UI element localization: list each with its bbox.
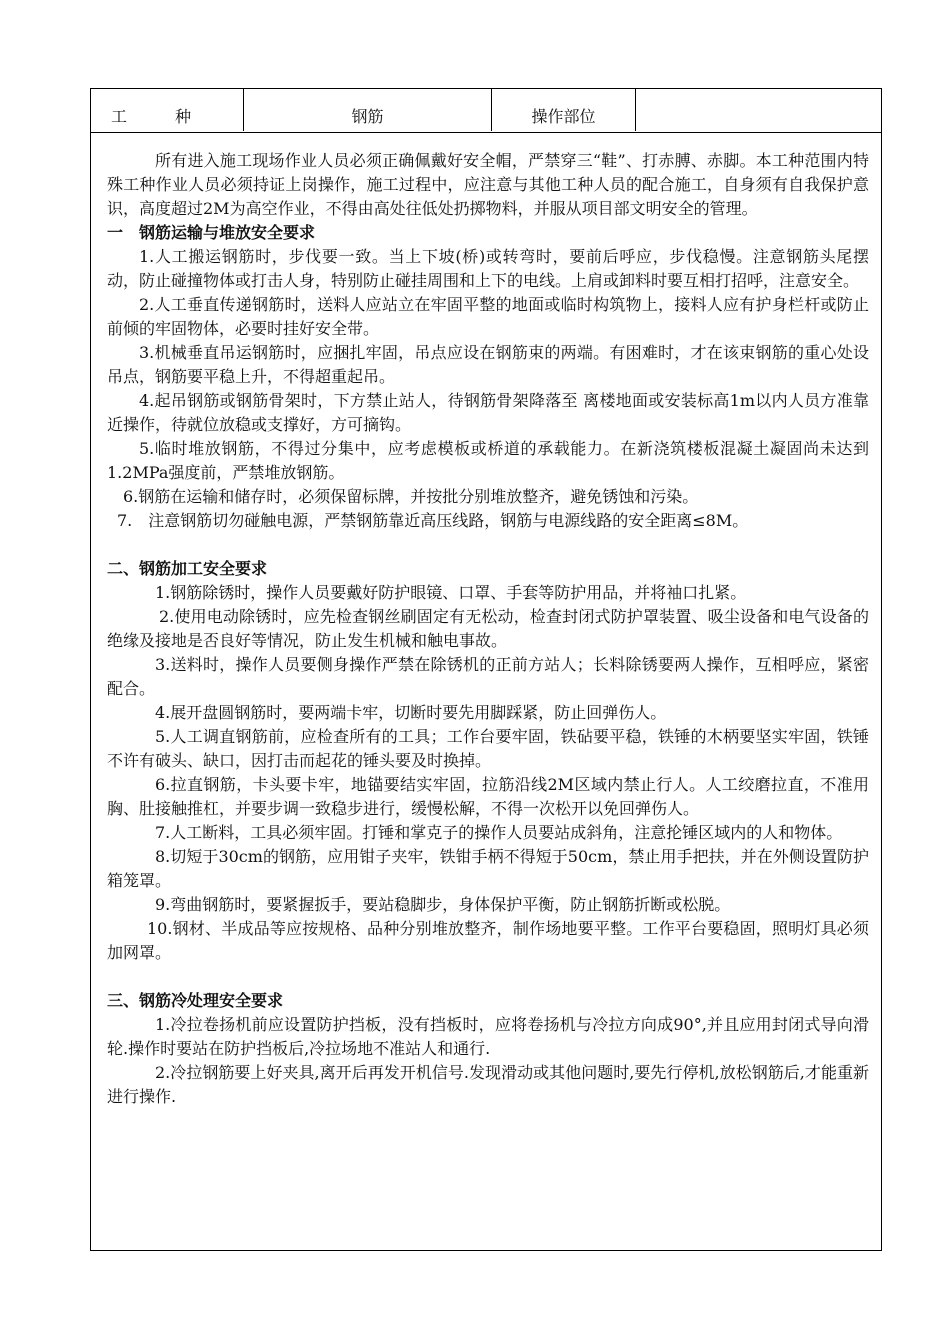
list-item: 1.人工搬运钢筋时，步伐要一致。当上下坡(桥)或转弯时，要前后呼应，步伐稳慢。注意钢筋头尾摆动，防止碰撞物体或打击人身，特别防止碰挂周围和上下的电线。上肩或卸料时要互相打招呼，注意安全。 (107, 247, 869, 290)
trade-label: 工 种 (91, 89, 244, 131)
section-title: 二、钢筋加工安全要求 (107, 559, 268, 578)
spacer (107, 533, 869, 557)
list-item: 3.机械垂直吊运钢筋时，应捆扎牢固，吊点应设在钢筋束的两端。有困难时，才在该束钢筋的重心处设吊点，钢筋要平稳上升，不得超重起吊。 (107, 343, 869, 386)
section-cold-processing (107, 989, 869, 1109)
spacer (107, 965, 869, 989)
section-processing (107, 557, 869, 965)
list-item: 3.送料时，操作人员要侧身操作严禁在除锈机的正前方站人；长料除锈要两人操作，互相呼应，紧密配合。 (107, 655, 869, 698)
list-item: 4.展开盘圆钢筋时，要两端卡牢，切断时要先用脚踩紧，防止回弹伤人。 (155, 703, 667, 722)
position-value[interactable] (636, 89, 881, 131)
list-item: 7. 注意钢筋切勿碰触电源，严禁钢筋靠近高压线路，钢筋与电源线路的安全距离≤8M。 (117, 511, 749, 530)
list-item: 9.弯曲钢筋时，要紧握扳手，要站稳脚步，身体保护平衡，防止钢筋折断或松脱。 (155, 895, 731, 914)
list-item: 2.冷拉钢筋要上好夹具,离开后再发开机信号.发现滑动或其他问题时,要先行停机,放松钢筋后,才能重新进行操作. (107, 1063, 869, 1106)
list-item: 6.拉直钢筋，卡头要卡牢，地锚要结实牢固，拉筋沿线2M区域内禁止行人。人工绞磨拉直，不准用胸、肚接触推杠，并要步调一致稳步进行，缓慢松解，不得一次松开以免回弹伤人。 (107, 775, 869, 818)
list-item: 6.钢筋在运输和储存时，必须保留标牌，并按批分别堆放整齐，避免锈蚀和污染。 (123, 487, 699, 506)
list-item: 1.冷拉卷扬机前应设置防护挡板，没有挡板时，应将卷扬机与冷拉方向成90°,并且应用封闭式导向滑轮.操作时要站在防护挡板后,冷拉场地不准站人和通行. (107, 1015, 869, 1058)
section-transport (107, 221, 869, 533)
list-item: 10.钢材、半成品等应按规格、品种分别堆放整齐，制作场地要平整。工作平台要稳固，照明灯具必须加网罩。 (107, 919, 869, 962)
list-item: 2.使用电动除锈时，应先检查钢丝刷固定有无松动，检查封闭式防护罩装置、吸尘设备和电气设备的绝缘及接地是否良好等情况，防止发生机械和触电事故。 (107, 607, 869, 650)
trade-value: 钢筋 (244, 89, 492, 131)
section-title: 三、钢筋冷处理安全要求 (107, 991, 284, 1010)
list-item: 7.人工断料，工具必须牢固。打锤和掌克子的操作人员要站成斜角，注意抡锤区域内的人和物体。 (155, 823, 843, 842)
list-item: 5.人工调直钢筋前，应检查所有的工具；工作台要牢固，铁砧要平稳，铁锤的木柄要坚实牢固，铁锤不许有破头、缺口，因打击而起花的锤头要及时换掉。 (107, 727, 869, 770)
position-label: 操作部位 (492, 89, 636, 131)
intro-paragraph: 所有进入施工现场作业人员必须正确佩戴好安全帽，严禁穿三“鞋”、打赤膊、赤脚。本工种范围内特殊工种作业人员必须持证上岗操作，施工过程中，应注意与其他工种人员的配合施工，自身须有自我保护意识，高度超过2M为高空作业，不得由高处往低处扔掷物料，并服从项目部文明安全的管理。 (107, 151, 869, 218)
briefing-content (107, 149, 869, 1109)
list-item: 4.起吊钢筋或钢筋骨架时，下方禁止站人，待钢筋骨架降落至 离楼地面或安装标高1m以内人员方准靠近操作，待就位放稳或支撑好，方可摘钩。 (107, 391, 869, 434)
safety-briefing-sheet (90, 88, 882, 1251)
section-title: 一 钢筋运输与堆放安全要求 (107, 223, 316, 242)
list-item: 8.切短于30cm的钢筋，应用钳子夹牢，铁钳手柄不得短于50cm，禁止用手把扶，并在外侧设置防护箱笼罩。 (107, 847, 869, 890)
header-row (91, 89, 881, 133)
list-item: 2.人工垂直传递钢筋时，送料人应站立在牢固平整的地面或临时构筑物上，接料人应有护身栏杆或防止前倾的牢固物体，必要时挂好安全带。 (107, 295, 869, 338)
list-item: 1.钢筋除锈时，操作人员要戴好防护眼镜、口罩、手套等防护用品，并将袖口扎紧。 (155, 583, 747, 602)
list-item: 5.临时堆放钢筋，不得过分集中，应考虑模板或桥道的承载能力。在新浇筑楼板混凝土凝固尚未达到1.2MPa强度前，严禁堆放钢筋。 (107, 439, 869, 482)
